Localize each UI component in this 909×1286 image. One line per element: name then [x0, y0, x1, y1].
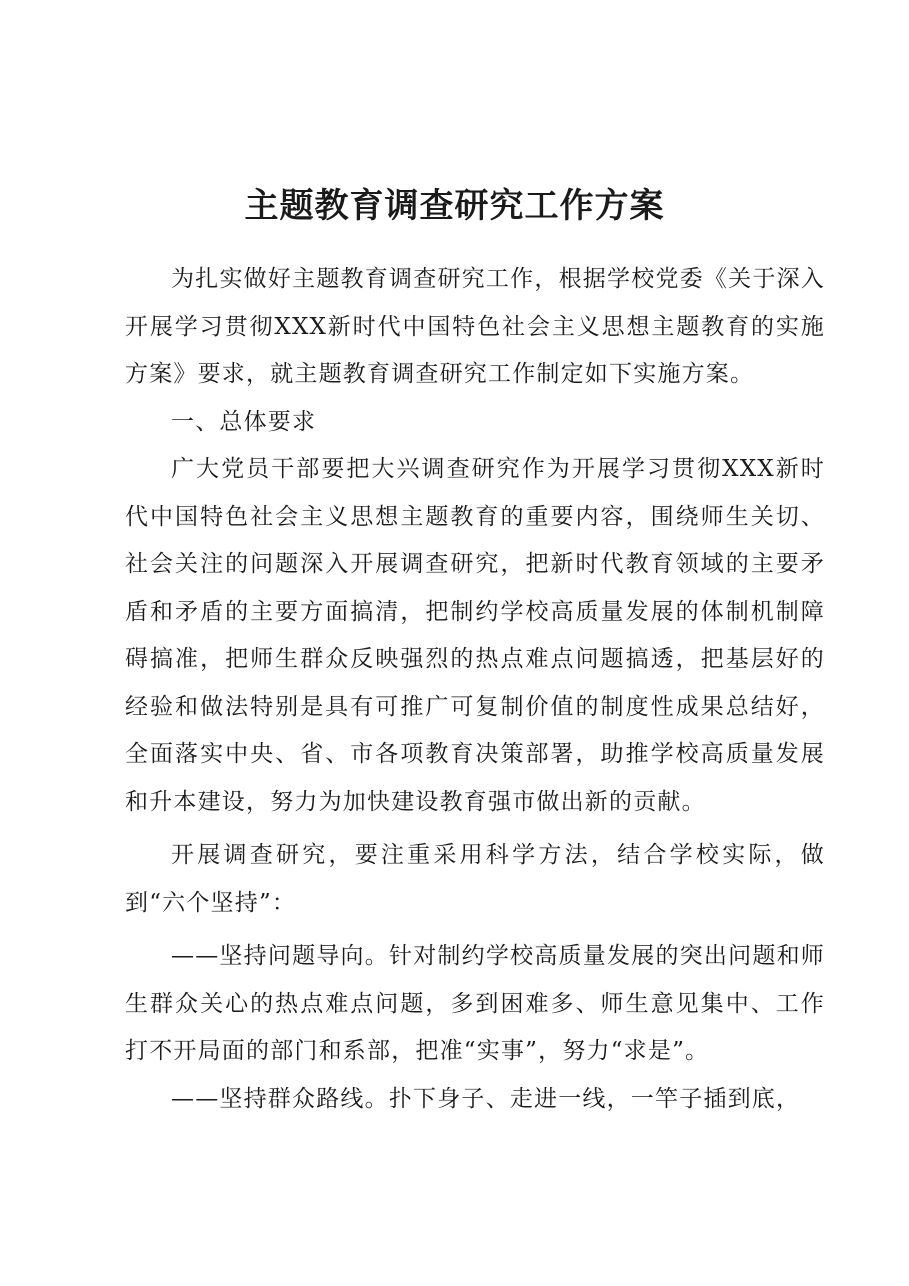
body-paragraph-requirements: 广大党员干部要把大兴调查研究作为开展学习贯彻XXX新时代中国特色社会主义思想主题教育的重要内容，围绕师生关切、社会关注的问题深入开展调查研究，把新时代教育领域的主要矛盾和矛盾的主要方面搞清，把制约学校高质量发展的体制机制障碍搞准，把师生群众反映强烈的热点难点问题搞透，把基层好的经验和做法特别是具有可推广可复制价值的制度性成果总结好，全面落实中央、省、市各项教育决策部署，助推学校高质量发展和升本建设，努力为加快建设教育强市做出新的贡献。 [125, 456, 825, 815]
body-paragraph-mass-line: ——坚持群众路线。扑下身子、走进一线，一竿子插到底， [171, 1085, 801, 1112]
body-paragraph-methods: 开展调查研究，要注重采用科学方法，结合学校实际，做到“六个坚持”： [125, 842, 825, 916]
section-heading-general-requirements: 一、总体要求 [171, 408, 317, 435]
body-paragraph-problem-orientation: ——坚持问题导向。针对制约学校高质量发展的突出问题和师生群众关心的热点难点问题，多到困难多、师生意见集中、工作打不开局面的部门和系部，把准“实事”，努力“求是”。 [125, 943, 825, 1064]
document-body [125, 256, 825, 1123]
document-title: 主题教育调查研究工作方案 [244, 186, 665, 226]
intro-paragraph: 为扎实做好主题教育调查研究工作，根据学校党委《关于深入开展学习贯彻XXX新时代中国特色社会主义思想主题教育的实施方案》要求，就主题教育调查研究工作制定如下实施方案。 [125, 266, 825, 387]
